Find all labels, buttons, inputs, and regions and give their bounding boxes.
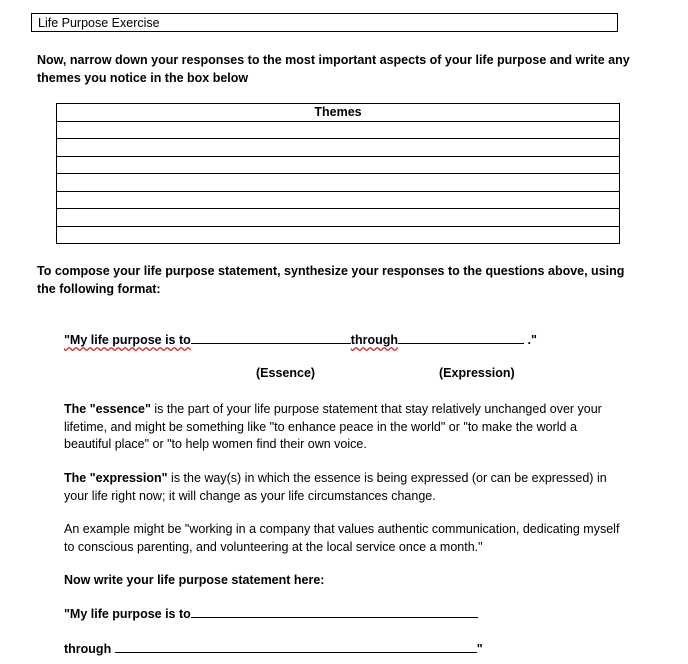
essence-text: is the part of your life purpose statement that stay relatively unchanged over your lifetime, and might be something like "to enhance peace in the world" or "to make the world a beautiful place" or "to help women find their own voice. xyxy=(64,402,602,451)
write-essence-blank[interactable] xyxy=(191,616,478,618)
themes-table xyxy=(56,103,620,244)
themes-row[interactable] xyxy=(57,191,620,209)
expression-term: The "expression" xyxy=(64,471,168,485)
themes-row[interactable] xyxy=(57,121,620,139)
expression-blank[interactable] xyxy=(398,342,524,344)
statement-suffix: ." xyxy=(527,333,537,347)
themes-header: Themes xyxy=(57,104,620,122)
themes-row[interactable] xyxy=(57,139,620,157)
themes-row[interactable] xyxy=(57,226,620,244)
statement-format xyxy=(64,333,537,347)
expression-text: is the way(s) in which the essence is being expressed (or can be expressed) in your life right now; it will change as your life circumstances change. xyxy=(64,471,607,503)
expression-paragraph xyxy=(64,470,624,505)
statement-prefix: "My life purpose is to xyxy=(64,333,191,347)
write-statement-line-1 xyxy=(64,607,478,621)
document-title: Life Purpose Exercise xyxy=(31,13,618,32)
themes-row[interactable] xyxy=(57,174,620,192)
write-statement-through: through xyxy=(64,642,112,656)
compose-instructions: To compose your life purpose statement, synthesize your responses to the questions above, using the following format: xyxy=(37,264,625,296)
write-heading: Now write your life purpose statement here: xyxy=(64,573,325,587)
expression-label: (Expression) xyxy=(439,366,515,380)
themes-row[interactable] xyxy=(57,209,620,227)
statement-through: through xyxy=(350,333,398,347)
intro-instructions: Now, narrow down your responses to the most important aspects of your life purpose and write any themes you notice in the box below xyxy=(37,53,630,85)
write-statement-prefix: "My life purpose is to xyxy=(64,607,191,621)
write-end-quote: " xyxy=(476,642,483,656)
essence-term: The "essence" xyxy=(64,402,151,416)
write-expression-blank[interactable] xyxy=(115,651,477,653)
essence-paragraph xyxy=(64,401,624,454)
essence-label: (Essence) xyxy=(256,366,316,380)
themes-row[interactable] xyxy=(57,156,620,174)
example-paragraph: An example might be "working in a company that values authentic communication, dedicating myself to conscious parenting, and volunteering at the local service once a month." xyxy=(64,522,620,554)
write-statement-line-2 xyxy=(64,642,483,656)
essence-blank[interactable] xyxy=(191,342,351,344)
